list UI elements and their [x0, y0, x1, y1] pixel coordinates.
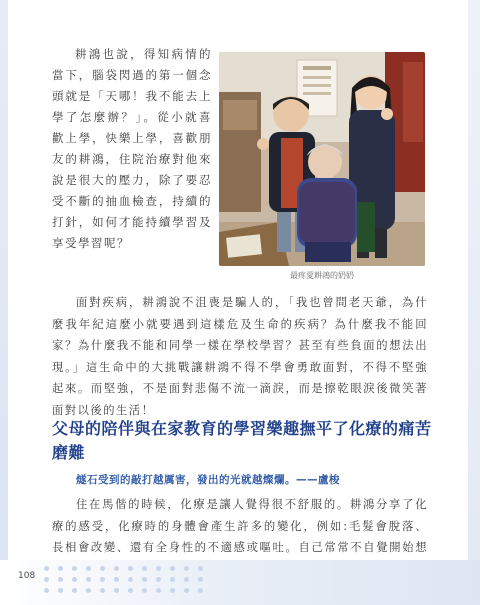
decorative-dot-pattern [44, 566, 224, 596]
family-photo [219, 52, 425, 266]
page-number: 108 [18, 571, 36, 581]
family-photo-illustration [219, 52, 425, 266]
intro-text-block [52, 44, 212, 254]
photo-caption: 最疼愛耕鴻的奶奶 [290, 271, 354, 280]
body-paragraph-2: 住在馬偕的時候，化療是讓人覺得很不舒服的。耕鴻分享了化療的感受，化療時的身體會產生許多的變化，例如:毛髮會脫落、長相會改變、還有全身性的不適感或嘔吐。自己常常不自覺開始想 [52, 498, 428, 554]
section-quote: 燧石受到的敲打越厲害，發出的光就越燦爛。——盧梭 [76, 474, 340, 486]
section-heading: 父母的陪伴與在家教育的學習樂趣撫平了化療的痛苦磨難 [52, 419, 432, 462]
body-paragraph-1: 面對疾病，耕鴻說不沮喪是騙人的，「我也曾問老天爺，為什麼我年紀這麼小就要遇到這樣危及生命的疾病？為什麼我不能回家？為什麼我不能和同學一樣在學校學習？甚至有些負面的想法出現。」這生命中的大挑戰讓耕鴻不得不學會勇敢面對，不得不堅強起來。而堅強，不是面對悲傷不流一滴淚，而是擦乾眼淚後微笑著面對以後的生活！ [52, 296, 428, 417]
left-decorative-stripe [0, 0, 8, 605]
intro-paragraph: 耕鴻也說，得知病情的當下，腦袋閃過的第一個念頭就是「天哪！我不能去上學了怎麼辦？」。從小就喜歡上學，快樂上學，喜歡朋友的耕鴻，住院治療對他來說是很大的壓力，除了要忍受不斷的抽血檢查，持續的打針，如何才能持續學習及享受學習呢？ [52, 47, 212, 250]
right-decorative-band [468, 0, 480, 605]
body-text-block-1 [52, 292, 428, 421]
